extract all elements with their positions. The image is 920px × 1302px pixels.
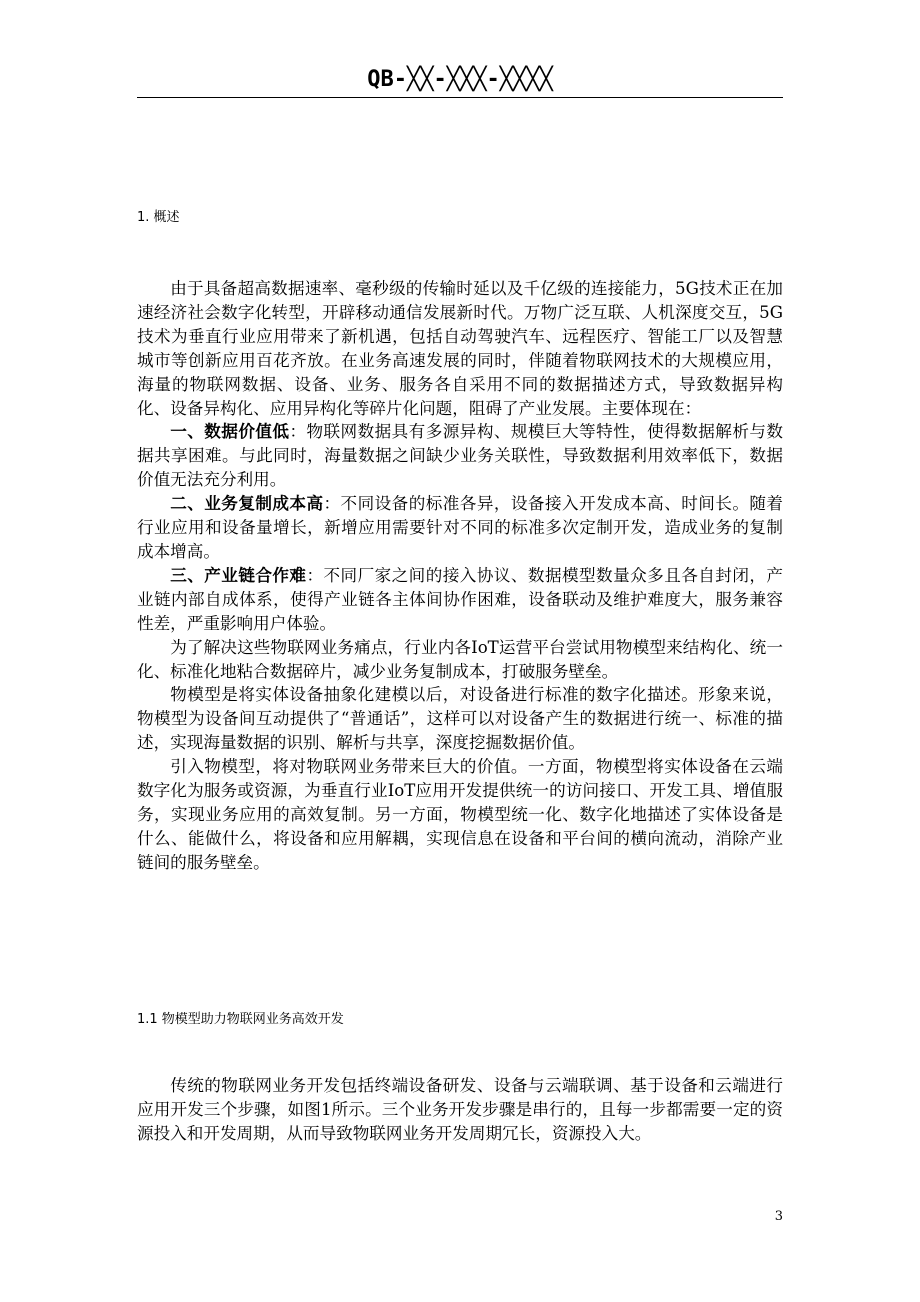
- paragraph-thing-model-definition: 物模型是将实体设备抽象化建模以后，对设备进行标准的数字化描述。形象来说，物模型为设备间互动提供了“普通话”，这样可以对设备产生的数据进行统一、标准的描述，实现海量数据的识别、解析与共享，深度挖掘数据价值。: [137, 685, 783, 753]
- paragraph-intro: 由于具备超高数据速率、毫秒级的传输时延以及千亿级的连接能力，5G技术正在加速经济社会数字化转型，开辟移动通信发展新时代。万物广泛互联、人机深度交互，5G技术为垂直行业应用带来了新机遇，包括自动驾驶汽车、远程医疗、智能工厂以及智慧城市等创新应用百花齐放。在业务高速发展的同时，伴随着物联网技术的大规模应用，海量的物联网数据、设备、业务、服务各自采用不同的数据描述方式，导致数据异构化、设备异构化、应用异构化等碎片化问题，阻碍了产业发展。主要体现在：: [137, 279, 783, 418]
- document-code-header: QB-╳╳-╳╳╳-╳╳╳╳: [367, 67, 553, 92]
- paragraph-thing-model-value: 引入物模型，将对物联网业务带来巨大的价值。一方面，物模型将实体设备在云端数字化为服务或资源，为垂直行业IoT应用开发提供统一的访问接口、开发工具、增值服务，实现业务应用的高效复制。另一方面，物模型统一化、数字化地描述了实体设备是什么、能做什么，将设备和应用解耦，实现信息在设备和平台间的横向流动，消除产业链间的服务壁垒。: [137, 757, 783, 872]
- section-heading-efficient-development: 1.1 物模型助力物联网业务高效开发: [137, 1012, 344, 1027]
- paragraph-data-value: [137, 420, 783, 492]
- development-body: [137, 1074, 783, 1146]
- header-divider: [137, 97, 783, 98]
- paragraph-label: 二、业务复制成本高: [170, 493, 324, 514]
- paragraph-industry-chain: [137, 564, 783, 636]
- paragraph-label: 三、产业链合作难: [170, 564, 307, 585]
- paragraph-text: ：物联网数据具有多源异构、规模巨大等特性，使得数据解析与数据共享困难。与此同时，海量数据之间缺少业务关联性，导致数据利用效率低下，数据价值无法充分利用。: [137, 422, 784, 490]
- paragraph-text: ：不同设备的标准各异，设备接入开发成本高、时间长。随着行业应用和设备量增长，新增应用需要针对不同的标准多次定制开发，造成业务的复制成本增高。: [137, 494, 784, 561]
- paragraph-text: ：不同厂家之间的接入协议、数据模型数量众多且各自封闭，产业链内部自成体系，使得产业链各主体间协作困难，设备联动及维护难度大，服务兼容性差，严重影响用户体验。: [137, 565, 784, 633]
- paragraph-solution: 为了解决这些物联网业务痛点，行业内各IoT运营平台尝试用物模型来结构化、统一化、标准化地粘合数据碎片，减少业务复制成本，打破服务壁垒。: [137, 637, 783, 681]
- paragraph-traditional-development: 传统的物联网业务开发包括终端设备研发、设备与云端联调、基于设备和云端进行应用开发三个步骤，如图1所示。三个业务开发步骤是串行的，且每一步都需要一定的资源投入和开发周期，从而导致物联网业务开发周期冗长，资源投入大。: [137, 1076, 783, 1143]
- paragraph-label: 一、数据价值低: [170, 421, 290, 442]
- paragraph-replication-cost: [137, 492, 783, 564]
- overview-body: [137, 277, 783, 875]
- page-number: 3: [774, 1209, 783, 1224]
- section-heading-overview: 1. 概述: [137, 210, 180, 225]
